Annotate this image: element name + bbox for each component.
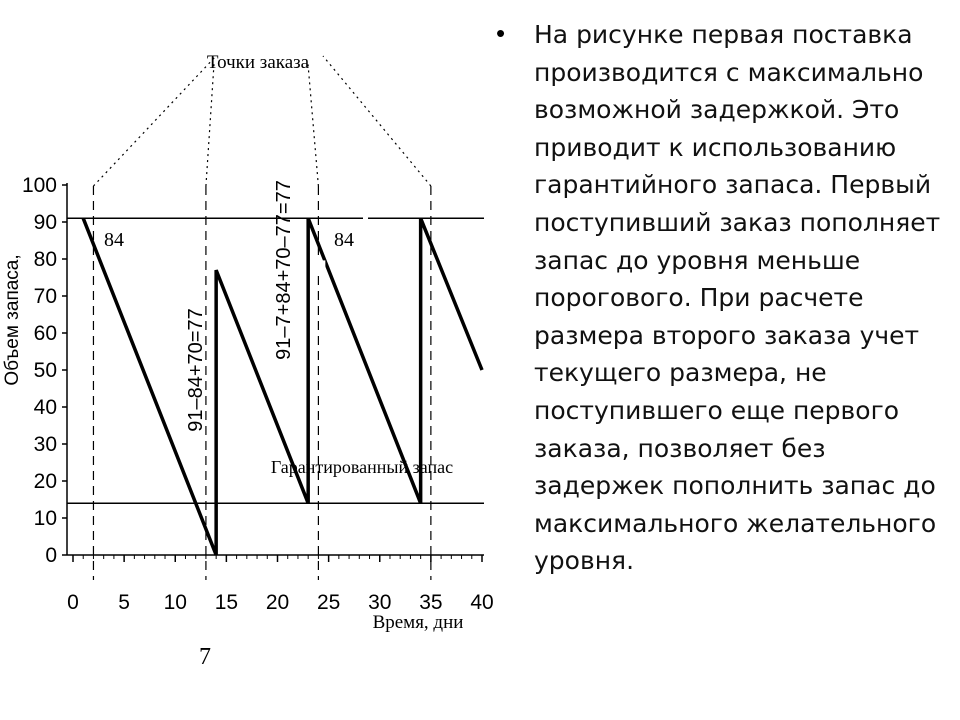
x-tick-label: 30 <box>368 591 392 614</box>
x-ticks <box>67 555 494 614</box>
bullet-dot: • <box>496 18 506 48</box>
y-axis-label: Объем запаса, <box>2 254 23 386</box>
y-tick-label: 50 <box>33 359 57 382</box>
lead-time-label: 7 <box>199 644 211 670</box>
y-tick-label: 0 <box>45 544 57 567</box>
x-tick-label: 35 <box>419 591 443 614</box>
order-point-callout <box>206 64 214 186</box>
y-tick-label: 20 <box>33 470 57 493</box>
x-tick-label: 25 <box>316 591 341 614</box>
y-tick-label: 30 <box>33 433 57 456</box>
y-tick-label: 60 <box>33 322 57 345</box>
x-axis-label: Время, дни <box>372 612 464 633</box>
quantity-label-84-second: 84 <box>334 229 354 251</box>
y-ticks <box>22 174 67 567</box>
order-point-callout <box>308 64 318 186</box>
order-point-callout <box>93 56 216 186</box>
order-point-callout <box>323 56 431 186</box>
safety-stock-label: Гарантированный запас <box>270 457 454 477</box>
y-tick-label: 100 <box>21 174 57 197</box>
bullet-text: На рисунке первая поставка производится с максимально возможной задержкой. Это приводит к использованию гарантийного запаса. Первый поступивший заказ пополняет запас до уровня меньше порогового. При расчете размера второго заказа учет текущего размера, не поступившего еще первого заказа, позволяет без задержек пополнить запас до максимального желательного уровня. <box>534 20 941 576</box>
quantity-label-84-first: 84 <box>104 229 124 251</box>
line-gap <box>316 260 325 274</box>
x-tick-label: 40 <box>470 591 494 614</box>
x-tick-label: 15 <box>214 591 239 614</box>
formula-label-first: 91–84+70=77 <box>185 308 207 432</box>
x-tick-label: 10 <box>163 591 187 614</box>
order-points-label: Точки заказа <box>206 52 310 73</box>
x-tick-label: 20 <box>265 591 290 614</box>
formula-label-second: 91–7+84+70–77=77 <box>273 180 295 360</box>
x-tick-label: 0 <box>67 591 79 614</box>
y-tick-label: 40 <box>33 396 57 419</box>
x-tick-label: 5 <box>118 591 130 614</box>
y-tick-label: 90 <box>33 211 57 234</box>
y-tick-label: 80 <box>33 248 57 271</box>
order-points-callout-lines <box>93 56 430 186</box>
y-tick-label: 10 <box>33 507 57 530</box>
y-tick-label: 70 <box>33 285 57 308</box>
